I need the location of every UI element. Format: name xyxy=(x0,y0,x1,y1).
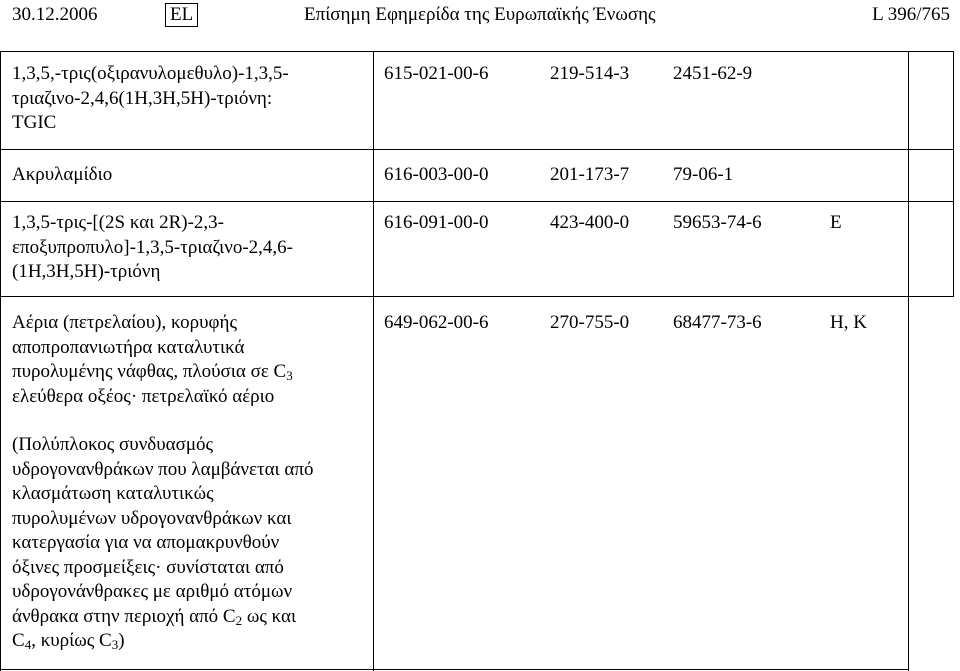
table-border-left xyxy=(0,51,1,671)
cas-number: 68477-73-6 xyxy=(673,312,762,333)
description-line: κλασμάτωση καταλυτικώς xyxy=(12,483,214,504)
publication-date: 30.12.2006 xyxy=(12,4,98,25)
ec-number: 219-514-3 xyxy=(550,63,630,84)
cas-number: 2451-62-9 xyxy=(673,63,753,84)
column-divider xyxy=(373,51,374,671)
table-border-bottom xyxy=(0,669,909,670)
page-reference: L 396/765 xyxy=(872,4,950,25)
substance-name-line: Αέρια (πετρελαίου), κορυφής xyxy=(12,312,237,333)
index-number: 616-091-00-0 xyxy=(384,212,489,233)
row-divider xyxy=(0,296,954,297)
description-line: άνθρακα στην περιοχή από $C_2$ ως και xyxy=(12,605,297,628)
substance-name-line: 1,3,5,-τρις(οξιρανυλομεθυλο)-1,3,5- xyxy=(12,63,289,84)
ec-number: 201-173-7 xyxy=(550,164,630,185)
substance-name: Ακρυλαμίδιο xyxy=(12,164,113,185)
substance-name-line: πυρολυμένης νάφθας, πλούσια σε $C_3$ xyxy=(12,361,293,383)
table-border-right-outer xyxy=(953,51,954,297)
table-border-top xyxy=(0,51,954,52)
journal-title: Επίσημη Εφημερίδα της Ευρωπαϊκής Ένωσης xyxy=(304,4,656,25)
substance-name-line: (1Η,3Η,5Η)-τριόνη xyxy=(12,261,161,282)
ec-number: 270-755-0 xyxy=(550,312,630,333)
substance-name-line: TGIC xyxy=(12,112,57,133)
substance-table xyxy=(0,51,960,671)
description-line: κατεργασία για να απομακρυνθούν xyxy=(12,532,280,553)
table-border-right xyxy=(908,51,909,671)
substance-description xyxy=(12,433,362,654)
description-line: πυρολυμένων υδρογονανθράκων και xyxy=(12,507,292,529)
description-line: υδρογονάνθρακες με αριθμό ατόμων xyxy=(12,581,293,602)
table-row xyxy=(12,311,362,409)
notes: E xyxy=(830,212,842,233)
table-row xyxy=(12,62,362,136)
substance-name-line: αποπροπανιωτήρα καταλυτικά xyxy=(12,336,245,358)
substance-name-line: ελεύθερα οξέος· πετρελαϊκό αέριο xyxy=(12,385,275,407)
cas-number: 79-06-1 xyxy=(673,164,734,185)
description-line: όξινες προσμείξεις· συνίσταται από xyxy=(12,556,284,578)
row-divider xyxy=(0,149,954,150)
notes: H, K xyxy=(830,312,867,333)
cas-number: 59653-74-6 xyxy=(673,212,762,233)
substance-name-line: εποξυπροπυλο]-1,3,5-τριαζινο-2,4,6- xyxy=(12,236,294,258)
index-number: 649-062-00-6 xyxy=(384,312,489,333)
description-line: $C_4$, κυρίως $C_3$) xyxy=(12,630,125,652)
substance-name-line: τριαζινο-2,4,6(1Η,3Η,5Η)-τριόνη: xyxy=(12,87,273,109)
page-header xyxy=(0,0,960,34)
table-row xyxy=(12,211,362,285)
language-code: EL xyxy=(165,3,198,27)
description-line: υδρογονανθράκων που λαμβάνεται από xyxy=(12,458,314,480)
index-number: 615-021-00-6 xyxy=(384,63,489,84)
description-line: (Πολύπλοκος συνδυασμός xyxy=(12,434,214,455)
substance-name-line: 1,3,5-τρις-[(2S και 2R)-2,3- xyxy=(12,212,225,233)
index-number: 616-003-00-0 xyxy=(384,164,489,185)
row-divider xyxy=(0,201,954,202)
ec-number: 423-400-0 xyxy=(550,212,630,233)
